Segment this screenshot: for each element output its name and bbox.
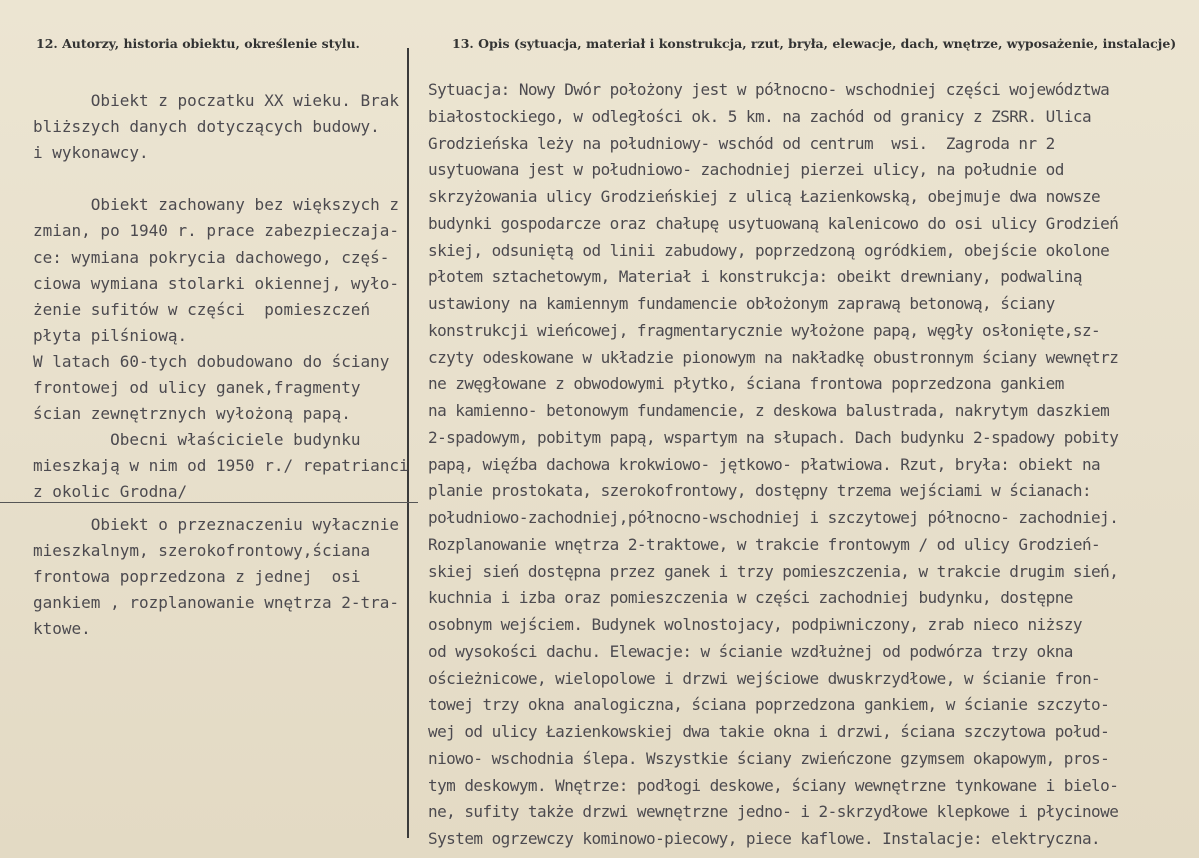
text-line: ścian zewnętrznych wyłożoną papą. (33, 404, 351, 424)
text-line: od wysokości dachu. Elewacje: w ścianie wzdłużnej od podwórza trzy okna (428, 641, 1073, 661)
text-line: niowo- wschodnia ślepa. Wszystkie ściany zwieńczone gzymsem okapowym, pros- (428, 748, 1110, 768)
text-line: żenie sufitów w części pomieszczeń (33, 299, 371, 319)
text-line: południowo-zachodniej,północno-wschodniej i szczytowej północno- zachodniej. (428, 508, 1119, 527)
text-line: planie prostokata, szerokofrontowy, dostępny trzema wejściami w ścianach: (428, 481, 1092, 501)
text-line: z okolic Grodna/ (33, 482, 188, 502)
text-line: W latach 60-tych dobudowano do ściany (33, 351, 390, 371)
text-line: Obiekt zachowany bez większych z (33, 195, 400, 215)
text-line (33, 166, 409, 192)
section-12-header: 12. Autorzy, historia obiektu, określenie stylu. (36, 36, 360, 51)
text-line: i wykonawcy. (33, 143, 149, 163)
section-13-header: 13. Opis (sytuacja, materiał i konstrukcja, rzut, bryła, elewacje, dach, wnętrze, wyposażenie, instalacje) (452, 36, 1177, 51)
text-line: 2-spadowym, pobitym papą, wspartym na słupach. Dach budynku 2-spadowy pobity (428, 427, 1119, 447)
text-line: konstrukcji wieńcowej, fragmentarycznie wyłożone papą, węgły osłonięte,sz- (428, 320, 1101, 340)
text-line: usytuowana jest w południowo- zachodniej pierzei ulicy, na południe od (428, 160, 1064, 180)
text-line: budynki gospodarcze oraz chałupę usytuowaną kalenicowo do osi ulicy Grodzień (428, 213, 1119, 233)
text-line: papą, więźba dachowa krokwiowo- jętkowo- płatwiowa. Rzut, bryła: obiekt na (428, 454, 1101, 474)
text-line: zmian, po 1940 r. prace zabezpieczaja- (33, 221, 400, 241)
description-text-block (428, 77, 1198, 853)
text-line: na kamienno- betonowym fundamencie, z deskowa balustrada, nakrytym daszkiem (428, 401, 1110, 420)
text-line: mieszkalnym, szerokofrontowy,ściana (33, 541, 371, 561)
text-line: ustawiony na kamiennym fundamencie obłożonym zaprawą betonową, ściany (428, 294, 1055, 313)
text-line: ne zwęgłowane z obwodowymi płytko, ściana frontowa poprzedzona gankiem (428, 374, 1064, 394)
text-line: ktowe. (33, 619, 91, 639)
text-line: Sytuacja: Nowy Dwór położony jest w północno- wschodniej części województwa (428, 80, 1110, 99)
text-line: kuchnia i izba oraz pomieszczenia w części zachodniej budynku, dostępne (428, 588, 1073, 608)
text-line: osobnym wejściem. Budynek wolnostojacy, podpiwniczony, zrab nieco niższy (428, 615, 1082, 634)
text-line: skiej, odsuniętą od linii zabudowy, poprzedzoną ogródkiem, obejście okolone (428, 240, 1110, 260)
text-line: mieszkają w nim od 1950 r./ repatrianci (33, 456, 409, 476)
text-line: Grodzieńska leży na południowy- wschód od centrum wsi. Zagroda nr 2 (428, 133, 1055, 153)
text-line: płotem sztachetowym, Materiał i konstrukcja: obeikt drewniany, podwaliną (428, 267, 1082, 287)
text-line: ne, sufity także drzwi wewnętrzne jedno- i 2-skrzydłowe klepkowe i płycinowe (428, 802, 1119, 822)
text-line: skiej sień dostępna przez ganek i trzy pomieszczenia, w trakcie drugim sień, (428, 561, 1119, 581)
text-line: gankiem , rozplanowanie wnętrza 2-tra- (33, 593, 400, 613)
text-line: frontowa poprzedzona z jednej osi (33, 567, 361, 587)
style-text-block (33, 512, 399, 642)
history-text-block (33, 88, 409, 506)
text-line: skrzyżowania ulicy Grodzieńskiej z ulicą Łazienkowską, obejmuje dwa nowsze (428, 187, 1101, 206)
text-line: bliższych danych dotyczących budowy. (33, 117, 380, 137)
text-line: płyta pilśniową. (33, 325, 188, 345)
text-line: Rozplanowanie wnętrza 2-traktowe, w trakcie frontowym / od ulicy Grodzień- (428, 534, 1101, 554)
text-line: wej od ulicy Łazienkowskiej dwa takie okna i drzwi, ściana szczytowa połud- (428, 722, 1110, 741)
text-line: białostockiego, w odległości ok. 5 km. na zachód od granicy z ZSRR. Ulica (428, 106, 1092, 126)
text-line: ciowa wymiana stolarki okiennej, wyło- (33, 273, 400, 293)
text-line: ościeżnicowe, wielopolowe i drzwi wejściowe dwuskrzydłowe, w ścianie fron- (428, 668, 1101, 688)
text-line: System ogrzewczy kominowo-piecowy, piece kaflowe. Instalacje: elektryczna. (428, 829, 1101, 848)
text-line: frontowej od ulicy ganek,fragmenty (33, 378, 361, 398)
text-line: Obiekt z poczatku XX wieku. Brak (33, 91, 400, 110)
text-line: Obiekt o przeznaczeniu wyłacznie (33, 515, 400, 534)
text-line: towej trzy okna analogiczna, ściana poprzedzona gankiem, w ścianie szczyto- (428, 695, 1110, 715)
text-line: tym deskowym. Wnętrze: podłogi deskowe, ściany wewnętrzne tynkowane i bielo- (428, 775, 1119, 795)
text-line: ce: wymiana pokrycia dachowego, częś- (33, 247, 390, 267)
text-line: Obecni właściciele budynku (33, 430, 361, 450)
text-line: czyty odeskowane w układzie pionowym na nakładkę obustronnym ściany wewnętrz (428, 347, 1119, 367)
